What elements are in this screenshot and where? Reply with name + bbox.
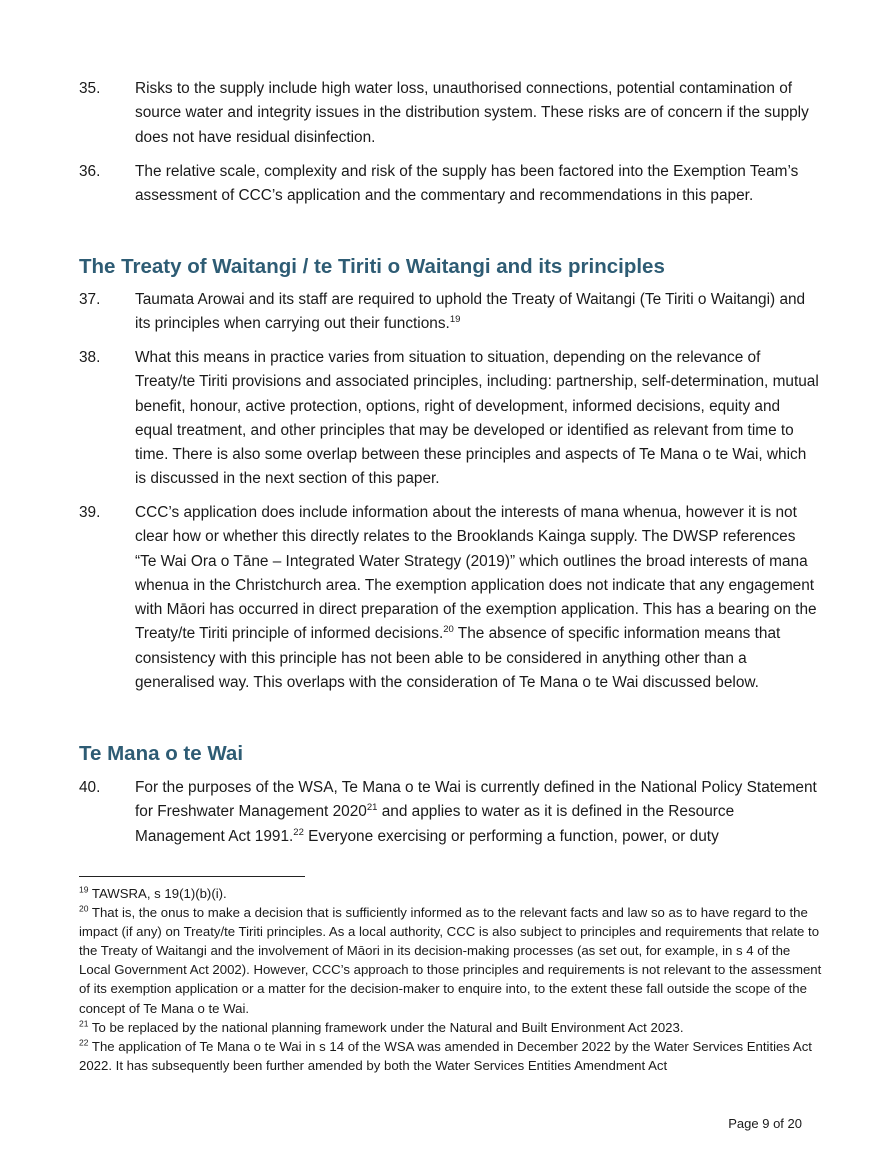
footnote-text: That is, the onus to make a decision that is sufficiently informed as to the relevant facts and law so as to have regard to the impact (if any) on Treaty/te Tiriti principles. As a local authority, CCC is also subject to principles and requirements that relate to the Treaty of Waitangi and the involvement of Māori in its decision-making processes (as set out, for example, in s 4 of the Local Government Act 2002). However, CCC’s approach to those principles and requirements is not relevant to the assessment of its exemption application or a matter for the decision-maker to enquire into, to the extent these fall outside the scope of the concept of Te Mana o te Wai.: [79, 905, 822, 1016]
footnote-19: [79, 884, 824, 903]
paragraph-38: [79, 346, 819, 492]
footnote-ref-19[interactable]: 19: [449, 314, 461, 326]
footnote-number: 20: [79, 903, 89, 914]
footnote-number: 19: [79, 884, 89, 895]
paragraph-39: [79, 501, 819, 695]
paragraph-number: 36.: [79, 163, 101, 180]
paragraph-text-part: and applies to water as it is defined in the Resource Management Act 1991.: [135, 803, 735, 845]
footnote-number: 21: [79, 1018, 89, 1029]
paragraph-text: What this means in practice varies from situation to situation, depending on the relevance of Treaty/te Tiriti provisions and associated principles, including: partnership, self-determination, mutual benefit, honour, active protection, options, right of development, informed decisions, equity and equal treatment, and other principles that may be developed or identified as relevant from time to time. There is also some overlap between these principles and aspects of Te Mana o te Wai, which is discussed in the next section of this paper.: [135, 349, 819, 488]
footnote-text: The application of Te Mana o te Wai in s 14 of the WSA was amended in December 2022 by the Water Services Entities Act 2022. It has subsequently been further amended by both the Water Services Entities Amendment Act: [79, 1038, 812, 1073]
footnote-22: [79, 1037, 824, 1075]
paragraph-text-part: Taumata Arowai and its staff are required to uphold the Treaty of Waitangi (Te Tiriti o Waitangi) and its principles when carrying out their functions.: [135, 291, 806, 333]
footnote-separator: [79, 876, 305, 877]
page-number: Page 9 of 20: [728, 1116, 802, 1131]
paragraph-text: Risks to the supply include high water loss, unauthorised connections, potential contamination of source water and integrity issues in the distribution system. These risks are of concern if the supply does not have residual disinfection.: [135, 80, 809, 146]
footnote-ref-22[interactable]: 22: [293, 826, 304, 838]
footnote-text: To be replaced by the national planning framework under the Natural and Built Environment Act 2023.: [88, 1019, 684, 1035]
paragraph-number: 38.: [79, 349, 101, 366]
paragraph-number: 39.: [79, 504, 101, 521]
footnote-ref-21[interactable]: 21: [366, 802, 378, 814]
paragraph-number: 37.: [79, 291, 101, 308]
paragraph-text: The relative scale, complexity and risk of the supply has been factored into the Exemption Team’s assessment of CCC’s application and the commentary and recommendations in this paper.: [135, 163, 799, 205]
paragraph-text-part: CCC’s application does include information about the interests of mana whenua, however it is not clear how or whether this directly relates to the Brooklands Kainga supply. The DWSP references “Te Wai Ora o Tāne – Integrated Water Strategy (2019)” which outlines the broad interests of mana whenua in the Christchurch area. The exemption application does not indicate that any engagement with Māori has occurred in direct preparation of the exemption application. This has a bearing on the Treaty/te Tiriti principle of informed decisions.: [135, 504, 817, 643]
paragraph-number: 35.: [79, 80, 101, 97]
footnotes: [79, 884, 824, 1075]
footnote-text: TAWSRA, s 19(1)(b)(i).: [88, 886, 227, 901]
section-heading-treaty: The Treaty of Waitangi / te Tiriti o Waitangi and its principles: [79, 255, 665, 278]
paragraph-text: [135, 501, 819, 695]
paragraph-text-part: For the purposes of the WSA, Te Mana o te Wai is currently defined in the National Policy Statement for Freshwater Management 2020: [135, 779, 817, 821]
footnote-21: [79, 1018, 824, 1037]
footnote-ref-20[interactable]: 20: [443, 624, 454, 636]
footnote-20: [79, 903, 824, 1018]
section-heading-te-mana-o-te-wai: Te Mana o te Wai: [79, 742, 244, 765]
paragraph-text: [135, 776, 819, 849]
paragraph-37: [79, 288, 819, 337]
paragraph-text-part: The absence of specific information means that consistency with this principle has not been able to be considered in anything other than a generalised way. This overlaps with the consideration of Te Mana o te Wai discussed below.: [135, 625, 781, 692]
paragraph-text: [135, 288, 819, 337]
paragraph-number: 40.: [79, 779, 101, 796]
footnote-number: 22: [79, 1037, 89, 1048]
paragraph-40: [79, 776, 819, 849]
paragraph-text-part: Everyone exercising or performing a function, power, or duty: [303, 827, 719, 845]
paragraph-35: [79, 77, 819, 150]
paragraph-36: [79, 160, 819, 209]
